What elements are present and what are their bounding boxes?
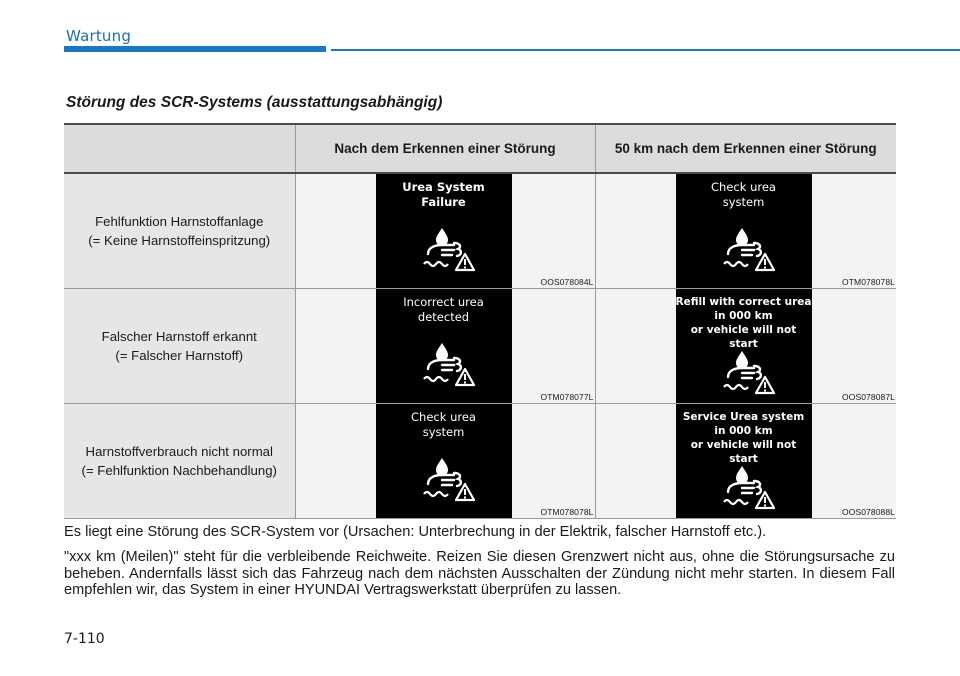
row-label-line1: Harnstoffverbrauch nicht normal [85,444,273,459]
row-label-line2: (= Falscher Harnstoff) [115,348,244,363]
row-label-line2: (= Fehlfunktion Nachbehandlung) [81,463,277,478]
image-code: OOS078084L [540,277,594,287]
paragraph-range-warning: "xxx km (Meilen)" steht für die verbleibende Reichweite. Reizen Sie diesen Grenzwert nicht aus, ohne die Störungsursache zu beheben. Andernfalls lässt sich das Fahrzeug nach dem nächsten Ausschalten der Zündung nicht mehr starten. In diesem Fall empfehlen wir, das System in einer HYUNDAI Vertragswerkstatt überprüfen zu lassen. [64,549,895,598]
cluster-display [676,289,812,403]
display-message: Refill with correct urea in 000 km or vehicle will not start [675,296,812,350]
screen-cell [595,404,896,519]
display-message: Check urea system [711,180,776,209]
scr-fault-table [64,123,896,519]
header-col1: Nach dem Erkennen einer Störung [295,124,595,173]
paragraph-cause: Es liegt eine Störung des SCR-System vor (Ursachen: Unterbrechung in der Elektrik, falscher Harnstoff etc.). [64,524,767,540]
section-label: Wartung [66,27,132,45]
image-code: OTM078077L [540,392,594,402]
display-message: Urea System Failure [402,180,485,209]
screen-cell [595,173,896,289]
header-empty-cell [64,124,295,173]
row-label-line1: Falscher Harnstoff erkannt [101,329,257,344]
row-label-line2: (= Keine Harnstoffeinspritzung) [88,233,271,248]
header-col2: 50 km nach dem Erkennen einer Störung [595,124,896,173]
screen-cell [295,404,595,519]
cluster-display [676,404,812,518]
image-code: OOS078087L [842,392,895,402]
urea-warning-icon [420,341,476,389]
urea-warning-icon [420,226,476,274]
cluster-display [376,404,512,518]
display-message: Service Urea system in 000 km or vehicle will not start [682,411,805,465]
screen-cell [295,289,595,404]
display-message: Check urea system [411,410,476,439]
table-row [64,173,896,289]
urea-warning-icon [720,226,776,274]
page-heading: Störung des SCR-Systems (ausstattungsabhängig) [66,94,443,111]
screen-cell [295,173,595,289]
screen-cell [595,289,896,404]
urea-warning-icon [720,464,776,512]
image-code: OTM078078L [540,507,594,517]
page-number: 7-110 [64,631,105,647]
display-message: Incorrect urea detected [403,295,484,324]
header-rule-thick [64,46,326,52]
header-rule-thin [331,49,960,51]
cluster-display [376,289,512,403]
row-label [64,289,295,404]
row-label-line1: Fehlfunktion Harnstoffanlage [95,214,264,229]
cluster-display [676,174,812,288]
row-label [64,173,295,289]
cluster-display [376,174,512,288]
row-label [64,404,295,519]
urea-warning-icon [720,349,776,397]
image-code: OOS078088L [842,507,895,517]
table-row [64,404,896,519]
image-code: OTM078078L [842,277,895,287]
table-row [64,289,896,404]
table-header-row [64,124,896,173]
urea-warning-icon [420,456,476,504]
